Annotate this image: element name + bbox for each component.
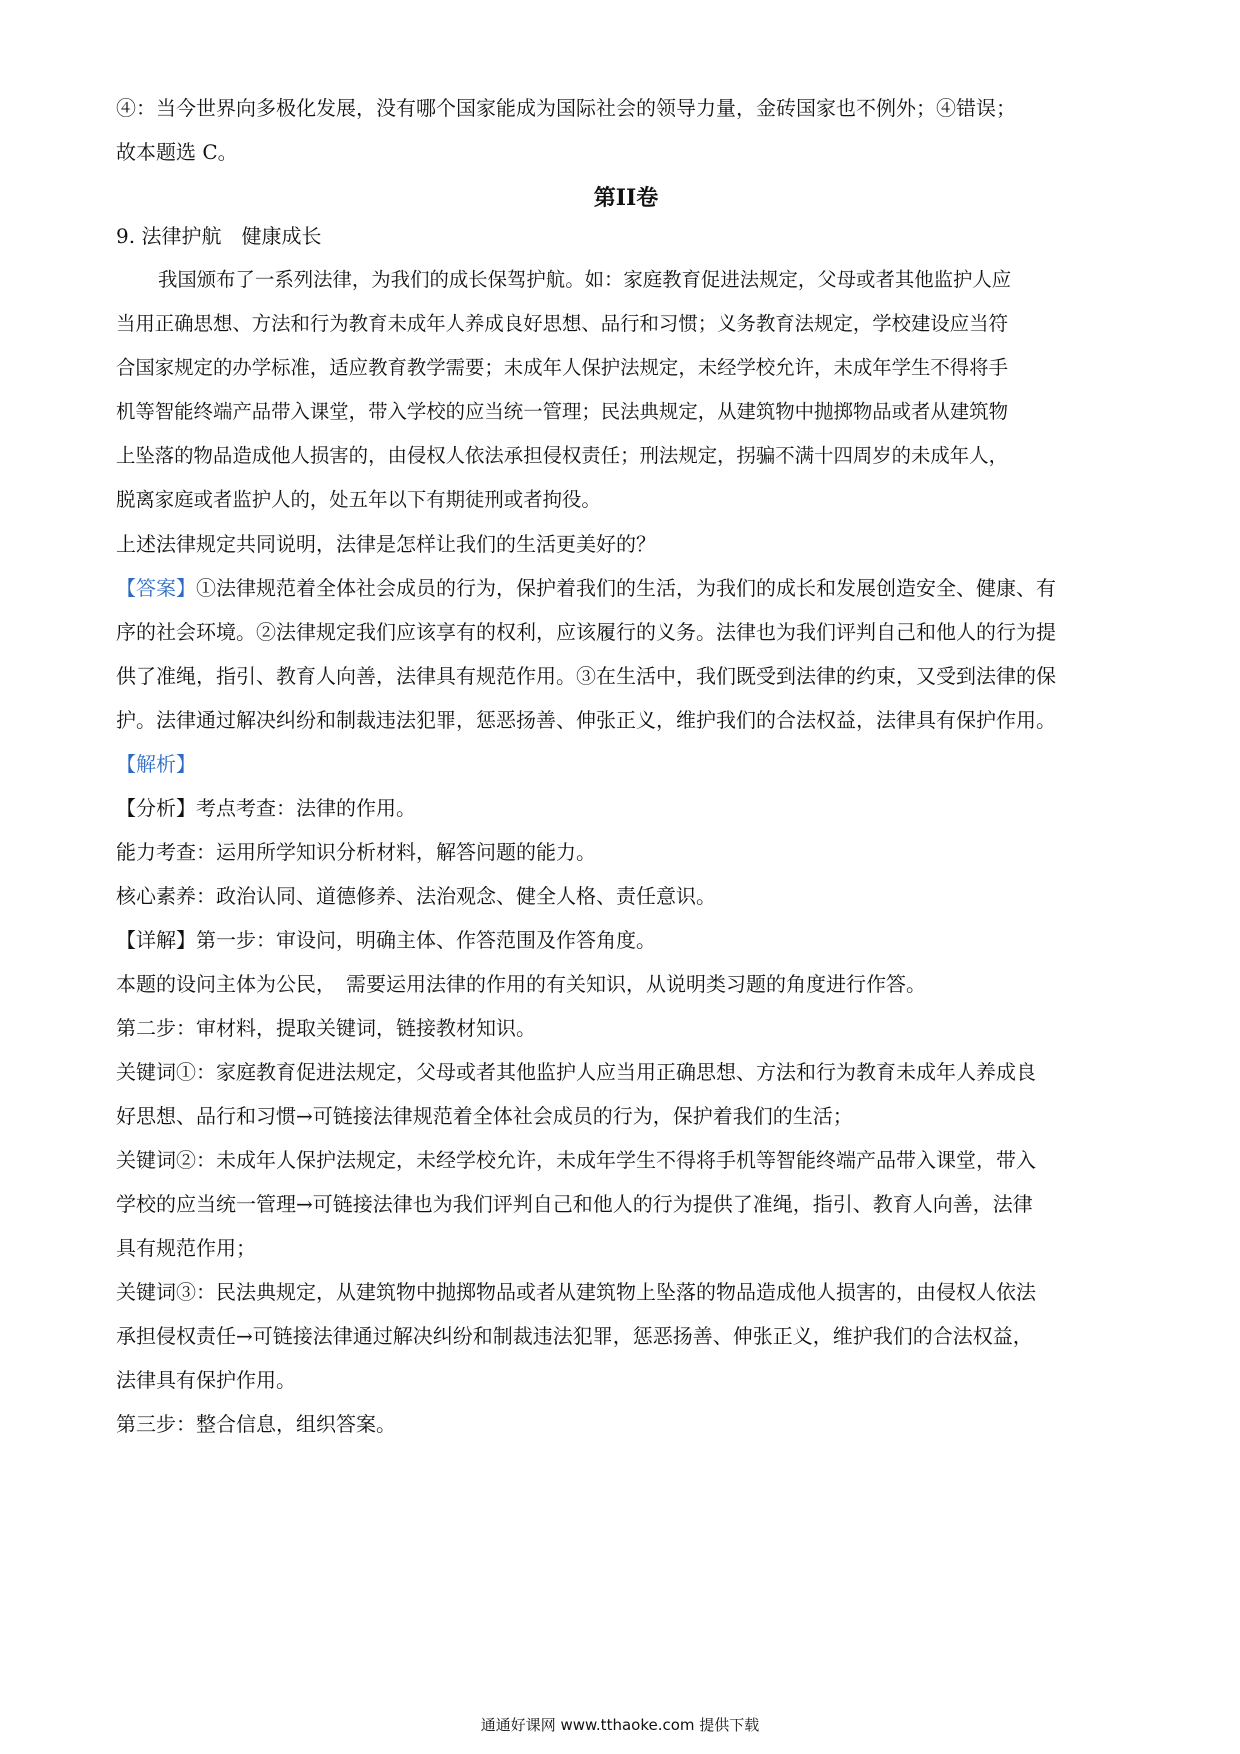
material-line: 合国家规定的办学标准，适应教育教学需要；未成年人保护法规定，未经学校允许，未成年学生不得将手: [116, 356, 1008, 379]
analysis-line: 能力考查：运用所学知识分析材料，解答问题的能力。: [116, 840, 596, 864]
answer-line: 供了准绳，指引、教育人向善，法律具有规范作用。③在生活中，我们既受到法律的约束，又受到法律的保: [116, 664, 1056, 688]
material-line: 机等智能终端产品带入课堂，带入学校的应当统一管理；民法典规定，从建筑物中抛掷物品或者从建筑物: [116, 400, 1008, 423]
material-line: 脱离家庭或者监护人的，处五年以下有期徒刑或者拘役。: [116, 488, 601, 511]
analysis-line: 关键词③：民法典规定，从建筑物中抛掷物品或者从建筑物上坠落的物品造成他人损害的，由侵权人依法: [116, 1280, 1036, 1304]
answer-tag: 【答案】: [116, 576, 196, 600]
analysis-block: [116, 794, 1136, 1454]
analysis-line: 学校的应当统一管理→可链接法律也为我们评判自己和他人的行为提供了准绳，指引、教育人向善，法律: [116, 1192, 1033, 1216]
material-block: [116, 266, 1136, 530]
analysis-line: 关键词①：家庭教育促进法规定，父母或者其他监护人应当用正确思想、方法和行为教育未成年人养成良: [116, 1060, 1036, 1084]
analysis-line: 第三步：整合信息，组织答案。: [116, 1412, 396, 1436]
answer-line: [116, 574, 1136, 618]
analysis-line: 第二步：审材料，提取关键词，链接教材知识。: [116, 1016, 536, 1040]
material-line: 当用正确思想、方法和行为教育未成年人养成良好思想、品行和习惯；义务教育法规定，学校建设应当符: [116, 312, 1008, 335]
analysis-line: 具有规范作用；: [116, 1236, 256, 1260]
analysis-line: 【分析】考点考查：法律的作用。: [116, 796, 416, 820]
text-line: ④：当今世界向多极化发展，没有哪个国家能成为国际社会的领导力量，金砖国家也不例外；④错误；: [116, 96, 1016, 120]
answer-line: 护。法律通过解决纠纷和制裁违法犯罪，惩恶扬善、伸张正义，维护我们的合法权益，法律具有保护作用。: [116, 708, 1056, 732]
material-line: 我国颁布了一系列法律，为我们的成长保驾护航。如：家庭教育促进法规定，父母或者其他监护人应: [158, 268, 1012, 291]
analysis-line: 承担侵权责任→可链接法律通过解决纠纷和制裁违法犯罪，惩恶扬善、伸张正义，维护我们的合法权益，: [116, 1324, 1033, 1348]
answer-line: 序的社会环境。②法律规定我们应该享有的权利，应该履行的义务。法律也为我们评判自己和他人的行为提: [116, 620, 1056, 644]
analysis-tag: 【解析】: [116, 752, 196, 776]
analysis-line: 关键词②：未成年人保护法规定，未经学校允许，未成年学生不得将手机等智能终端产品带入课堂，带入: [116, 1148, 1036, 1172]
material-line: 上坠落的物品造成他人损害的，由侵权人依法承担侵权责任；刑法规定，拐骗不满十四周岁的未成年人，: [116, 444, 1008, 467]
analysis-line: 核心素养：政治认同、道德修养、法治观念、健全人格、责任意识。: [116, 884, 716, 908]
answer-block: [116, 574, 1136, 750]
page-footer: 通通好课网 www.tthaoke.com 提供下载: [480, 1716, 760, 1734]
analysis-line: 法律具有保护作用。: [116, 1368, 296, 1392]
answer-text: ①法律规范着全体社会成员的行为，保护着我们的生活，为我们的成长和发展创造安全、健康、有: [196, 576, 1056, 600]
analysis-line: 【详解】第一步：审设问，明确主体、作答范围及作答角度。: [116, 928, 656, 952]
analysis-line: 本题的设问主体为公民， 需要运用法律的作用的有关知识，从说明类习题的角度进行作答。: [116, 972, 926, 996]
analysis-line: 好思想、品行和习惯→可链接法律规范着全体社会成员的行为，保护着我们的生活；: [116, 1104, 853, 1128]
question-text: 上述法律规定共同说明，法律是怎样让我们的生活更美好的？: [116, 532, 656, 556]
question-title: 9. 法律护航 健康成长: [116, 224, 322, 248]
section-title: 第II卷: [593, 185, 659, 211]
text-line: 故本题选 C。: [116, 140, 238, 164]
document-page: [116, 94, 1136, 1454]
